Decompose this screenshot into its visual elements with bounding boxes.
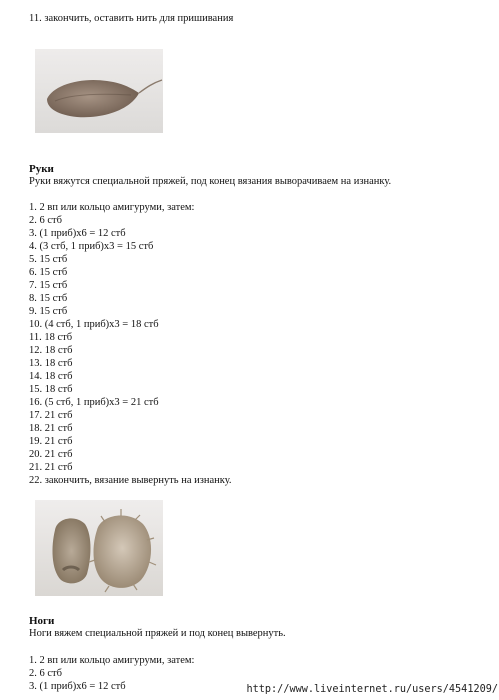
arms-step: 15. 18 стб <box>29 384 73 395</box>
arms-intro: Руки вяжутся специальной пряжей, под конец вязания выворачиваем на изнанку. <box>29 176 392 187</box>
arms-photo <box>35 500 163 596</box>
arms-step: 6. 15 стб <box>29 267 68 278</box>
arms-step: 16. (5 стб, 1 приб)х3 = 21 стб <box>29 397 159 408</box>
legs-step: 3. (1 приб)х6 = 12 стб <box>29 681 126 692</box>
ear-photo <box>35 49 163 133</box>
legs-heading: Ноги <box>29 615 55 627</box>
arms-heading: Руки <box>29 163 54 175</box>
arms-step: 5. 15 стб <box>29 254 68 265</box>
source-url-watermark: http://www.liveinternet.ru/users/4541209/ <box>246 684 498 695</box>
arms-step: 13. 18 стб <box>29 358 73 369</box>
arms-step: 3. (1 приб)х6 = 12 стб <box>29 228 126 239</box>
arms-step: 21. 21 стб <box>29 462 73 473</box>
legs-step: 1. 2 вп или кольцо амигуруми, затем: <box>29 655 195 666</box>
arms-step: 4. (3 стб, 1 приб)х3 = 15 стб <box>29 241 154 252</box>
arms-step: 8. 15 стб <box>29 293 68 304</box>
arms-step: 12. 18 стб <box>29 345 73 356</box>
arms-step: 9. 15 стб <box>29 306 68 317</box>
arms-step: 22. закончить, вязание вывернуть на изнанку. <box>29 475 232 486</box>
legs-intro: Ноги вяжем специальной пряжей и под конец вывернуть. <box>29 628 286 639</box>
arms-step: 10. (4 стб, 1 приб)х3 = 18 стб <box>29 319 159 330</box>
arms-step: 19. 21 стб <box>29 436 73 447</box>
arms-step: 17. 21 стб <box>29 410 73 421</box>
arms-step: 7. 15 стб <box>29 280 68 291</box>
arms-step: 1. 2 вп или кольцо амигуруми, затем: <box>29 202 195 213</box>
top-step: 11. закончить, оставить нить для пришивания <box>29 13 234 24</box>
arms-step: 14. 18 стб <box>29 371 73 382</box>
arms-step: 11. 18 стб <box>29 332 73 343</box>
legs-step: 2. 6 стб <box>29 668 62 679</box>
arms-step: 2. 6 стб <box>29 215 62 226</box>
arms-step: 18. 21 стб <box>29 423 73 434</box>
arms-step: 20. 21 стб <box>29 449 73 460</box>
